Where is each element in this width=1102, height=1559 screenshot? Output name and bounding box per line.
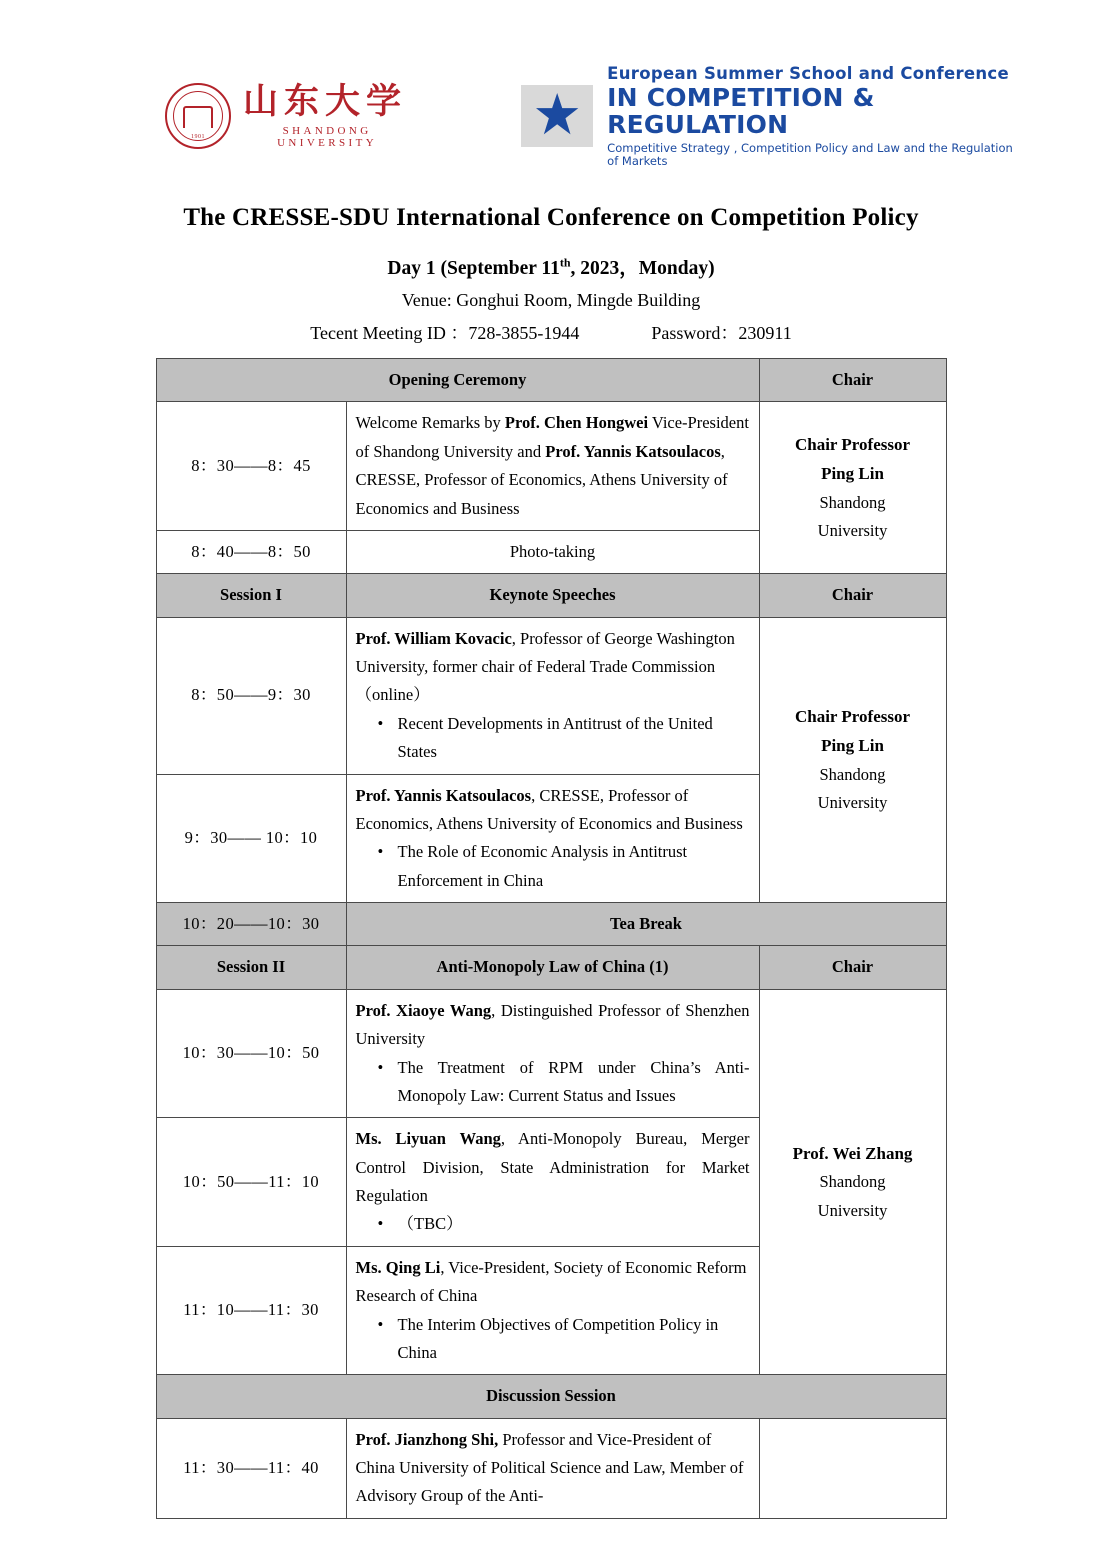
speaker-affiliation: , Anti-Monopoly Bureau, Merger Control Division, State Administration for Market Regulation: [355, 1129, 750, 1205]
tea-break-label: Tea Break: [346, 903, 946, 946]
chair-title: Chair Professor: [794, 707, 911, 727]
speaker-name: Ms. Qing Li: [355, 1257, 441, 1277]
session-detail-cell: [346, 1418, 759, 1518]
speaker-name: Prof. Jianzhong Shi,: [355, 1429, 499, 1449]
segment-text: Welcome Remarks by: [355, 413, 505, 433]
table-row: [156, 1375, 946, 1418]
university-seal-icon: [165, 83, 231, 149]
chair-header-session-1: Chair: [759, 574, 946, 617]
session-detail-cell: [346, 989, 759, 1118]
chair-cell: [759, 989, 946, 1375]
day-suffix: , 2023，Monday): [570, 258, 715, 279]
session-detail-cell: [346, 402, 759, 531]
time-cell: 10：30——10：50: [156, 989, 346, 1118]
topic-list: [356, 1210, 750, 1238]
cresse-logo: [521, 65, 1022, 167]
chair-name: Ping Lin: [821, 736, 884, 756]
discussion-session-banner: Discussion Session: [156, 1375, 946, 1418]
segment-text: Vice-President of Shandong University and: [355, 413, 749, 461]
session-2-banner: Anti-Monopoly Law of China (1): [346, 946, 759, 989]
cresse-star-icon: [521, 85, 593, 147]
agenda-table: [156, 358, 947, 1519]
list-item: • The Role of Economic Analysis in Antitrust Enforcement in China: [378, 838, 750, 895]
table-row: [156, 989, 946, 1118]
list-item: • The Interim Objectives of Competition Policy in China: [378, 1311, 750, 1368]
speaker-affiliation: , Distinguished Professor of Shenzhen University: [355, 1000, 750, 1049]
speaker-affiliation: , Vice-President, Society of Economic Reform Research of China: [355, 1257, 747, 1306]
table-row: [156, 359, 946, 402]
day-ordinal-suffix: th: [559, 255, 571, 270]
venue-line: Venue: Gonghui Room, Mingde Building: [401, 290, 701, 310]
shandong-university-logo: [165, 80, 411, 150]
topic-list: [356, 710, 750, 767]
speaker-name: Prof. William Kovacic: [355, 628, 512, 648]
cresse-line-3: Competitive Strategy , Competition Policy and Law and the Regulation of Markets: [607, 140, 1013, 168]
session-detail-cell: [346, 1246, 759, 1375]
speaker-affiliation: , CRESSE, Professor of Economics, Athens University of Economics and Business: [355, 785, 743, 833]
opening-ceremony-banner: Opening Ceremony: [156, 359, 759, 402]
speaker-name: Prof. Yannis Katsoulacos: [545, 441, 721, 461]
university-name-block: [243, 80, 411, 150]
list-item: • （TBC）: [378, 1210, 750, 1238]
time-cell: 11：10——11：30: [156, 1246, 346, 1375]
time-cell: 11：30——11：40: [156, 1418, 346, 1518]
session-detail-cell: [346, 1118, 759, 1247]
list-item: • Recent Developments in Antitrust of the United States: [378, 710, 750, 767]
time-cell: 8：30——8：45: [156, 402, 346, 531]
page-title: The CRESSE-SDU International Conference on Competition Policy: [183, 204, 919, 231]
chair-affiliation-line-1: Shandong: [819, 764, 886, 784]
time-cell: 8：40——8：50: [156, 530, 346, 573]
chair-affiliation-line-2: University: [817, 793, 888, 813]
time-cell: 8：50——9：30: [156, 617, 346, 774]
cresse-text-block: [607, 65, 1022, 167]
day-prefix: Day 1 (September 11: [387, 258, 560, 279]
time-cell: 10：50——11：10: [156, 1118, 346, 1247]
chair-name: Ping Lin: [821, 464, 884, 484]
chair-header-opening: Chair: [759, 359, 946, 402]
chair-cell-empty: [759, 1418, 946, 1518]
list-item: • The Treatment of RPM under China’s Anti-Monopoly Law: Current Status and Issues: [378, 1054, 750, 1111]
speaker-affiliation: Professor and Vice-President of China University of Political Science and Law, Member of Advisory Group of the Anti-: [355, 1429, 744, 1506]
cresse-line-2: IN COMPETITION & REGULATION: [607, 82, 875, 140]
meeting-password: Password：230911: [651, 323, 792, 343]
speaker-name: Prof. Chen Hongwei: [504, 413, 649, 433]
session-detail-cell: [346, 617, 759, 774]
chair-header-session-2: Chair: [759, 946, 946, 989]
university-name-english: SHANDONG UNIVERSITY: [277, 125, 378, 150]
cresse-line-1: European Summer School and Conference: [607, 63, 1010, 83]
chair-cell: [759, 402, 946, 574]
tea-break-time: 10：20——10：30: [156, 903, 346, 946]
day-subtitle: [80, 252, 1022, 280]
chair-title: Chair Professor: [794, 435, 911, 455]
table-row: [156, 402, 946, 531]
speaker-affiliation: , Professor of George Washington University, former chair of Federal Trade Commission （online）: [355, 628, 735, 705]
segment-text: , CRESSE, Professor of Economics, Athens University of Economics and Business: [355, 441, 728, 518]
speaker-name: Prof. Yannis Katsoulacos: [355, 785, 532, 805]
table-row: [156, 1418, 946, 1518]
session-1-label: Session I: [156, 574, 346, 617]
session-1-banner: Keynote Speeches: [346, 574, 759, 617]
table-row: [156, 574, 946, 617]
chair-affiliation-line-1: Shandong: [819, 1172, 886, 1192]
topic-list: [356, 1054, 750, 1111]
chair-affiliation-line-2: University: [817, 1200, 888, 1220]
table-row: [156, 903, 946, 946]
logo-row: [80, 63, 1022, 168]
seal-year-label: 1901: [191, 134, 205, 140]
chair-name: Prof. Wei Zhang: [792, 1144, 913, 1163]
time-cell: 9：30—— 10：10: [156, 774, 346, 903]
speaker-name: Prof. Xiaoye Wang: [355, 1000, 492, 1020]
table-row: [156, 617, 946, 774]
topic-list: [356, 838, 750, 895]
meeting-id: Tecent Meeting ID ：728-3855-1944: [310, 323, 580, 343]
table-row: [156, 946, 946, 989]
chair-cell: [759, 617, 946, 902]
university-name-chinese: 山东大学: [243, 80, 408, 122]
speaker-name: Ms. Liyuan Wang: [355, 1129, 501, 1149]
chair-affiliation-line-1: Shandong: [819, 492, 886, 512]
meeting-info-line: [80, 319, 1022, 345]
session-detail-cell: [346, 774, 759, 903]
photo-taking-cell: Photo-taking: [346, 530, 759, 573]
chair-affiliation-line-2: University: [817, 521, 888, 541]
session-2-label: Session II: [156, 946, 346, 989]
topic-list: [356, 1311, 750, 1368]
